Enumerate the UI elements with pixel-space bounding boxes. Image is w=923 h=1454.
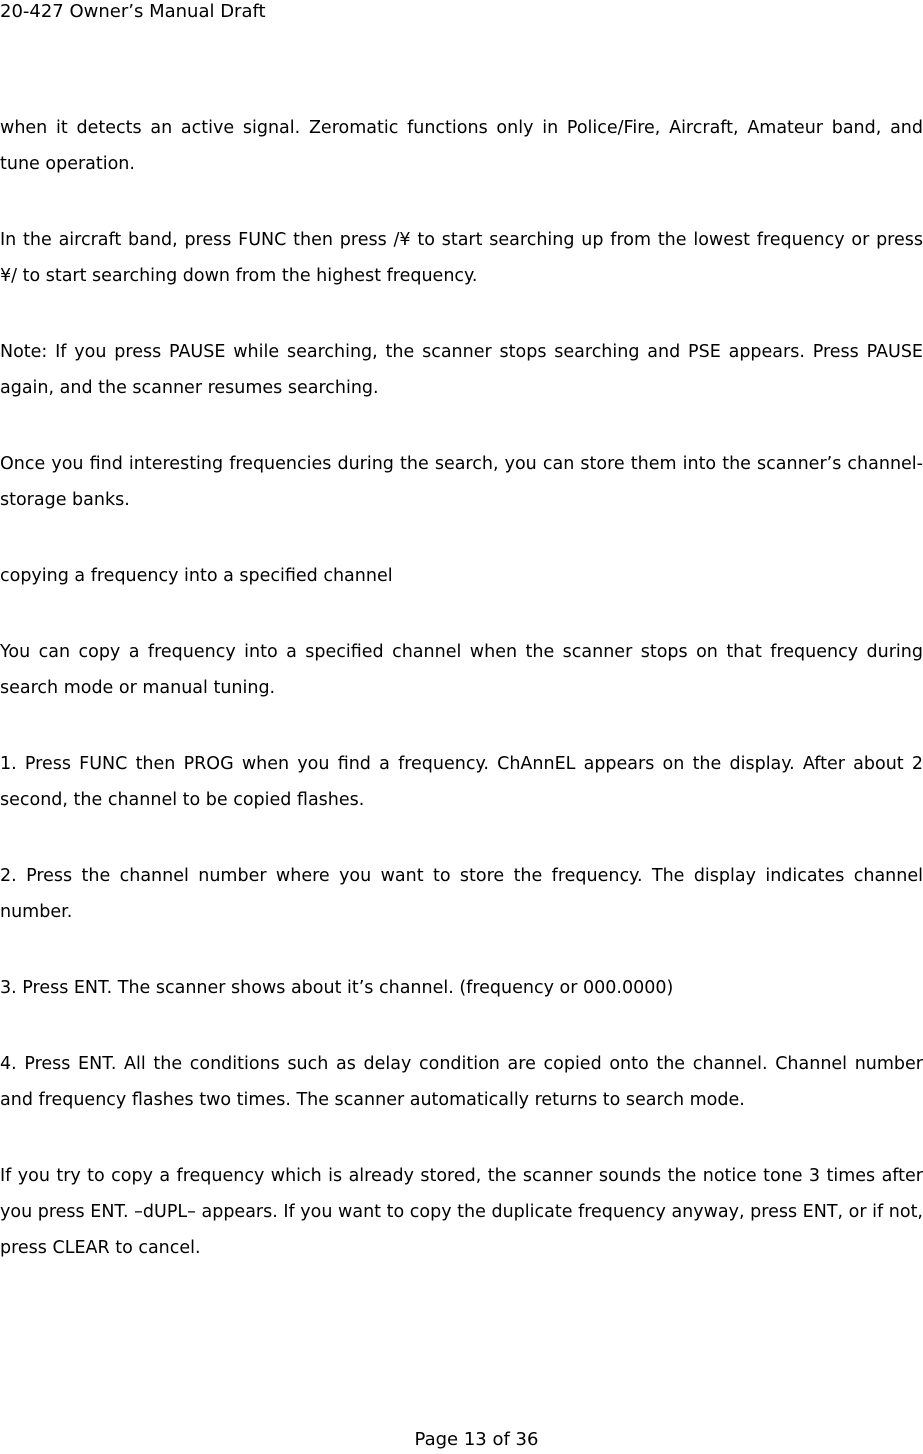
document-header: [0, 0, 266, 24]
document-title: 20-427 Owner’s Manual Draft: [0, 1, 266, 22]
step-2: 2. Press the channel number where you want to store the frequency. The display indicates channel number.: [0, 866, 923, 922]
paragraph-copy-intro: You can copy a frequency into a specified channel when the scanner stops on that frequency during search mode or manual tuning.: [0, 642, 923, 698]
paragraph-pause-note: Note: If you press PAUSE while searching, the scanner stops searching and PSE appears. Press PAUSE again, and the scanner resumes searching.: [0, 342, 923, 398]
paragraph-aircraft-search: In the aircraft band, press FUNC then press /¥ to start searching up from the lowest frequency or press ¥/ to start searching down from the highest frequency.: [0, 230, 923, 286]
paragraph-duplicate: If you try to copy a frequency which is already stored, the scanner sounds the notice tone 3 times after you press ENT. –dUPL– appears. If you want to copy the duplicate frequency anyway, press ENT, or if not, press CLEAR to cancel.: [0, 1166, 923, 1258]
section-heading-copying: copying a frequency into a specified channel: [0, 566, 393, 586]
paragraph-store-frequencies: Once you find interesting frequencies during the search, you can store them into the scanner’s channel-storage banks.: [0, 454, 923, 510]
step-3: 3. Press ENT. The scanner shows about it’s channel. (frequency or 000.0000): [0, 978, 674, 998]
document-body: [0, 110, 923, 1306]
page-number: Page 13 of 36: [414, 1429, 539, 1450]
step-4: 4. Press ENT. All the conditions such as delay condition are copied onto the channel. Channel number and frequency flashes two times. The scanner automatically returns to search mode.: [0, 1054, 923, 1110]
step-1: 1. Press FUNC then PROG when you find a frequency. ChAnnEL appears on the display. After about 2 second, the channel to be copied flashes.: [0, 754, 923, 810]
paragraph-zeromatic: when it detects an active signal. Zeromatic functions only in Police/Fire, Aircraft, Amateur band, and tune operation.: [0, 118, 923, 174]
page-footer: [0, 1428, 923, 1452]
